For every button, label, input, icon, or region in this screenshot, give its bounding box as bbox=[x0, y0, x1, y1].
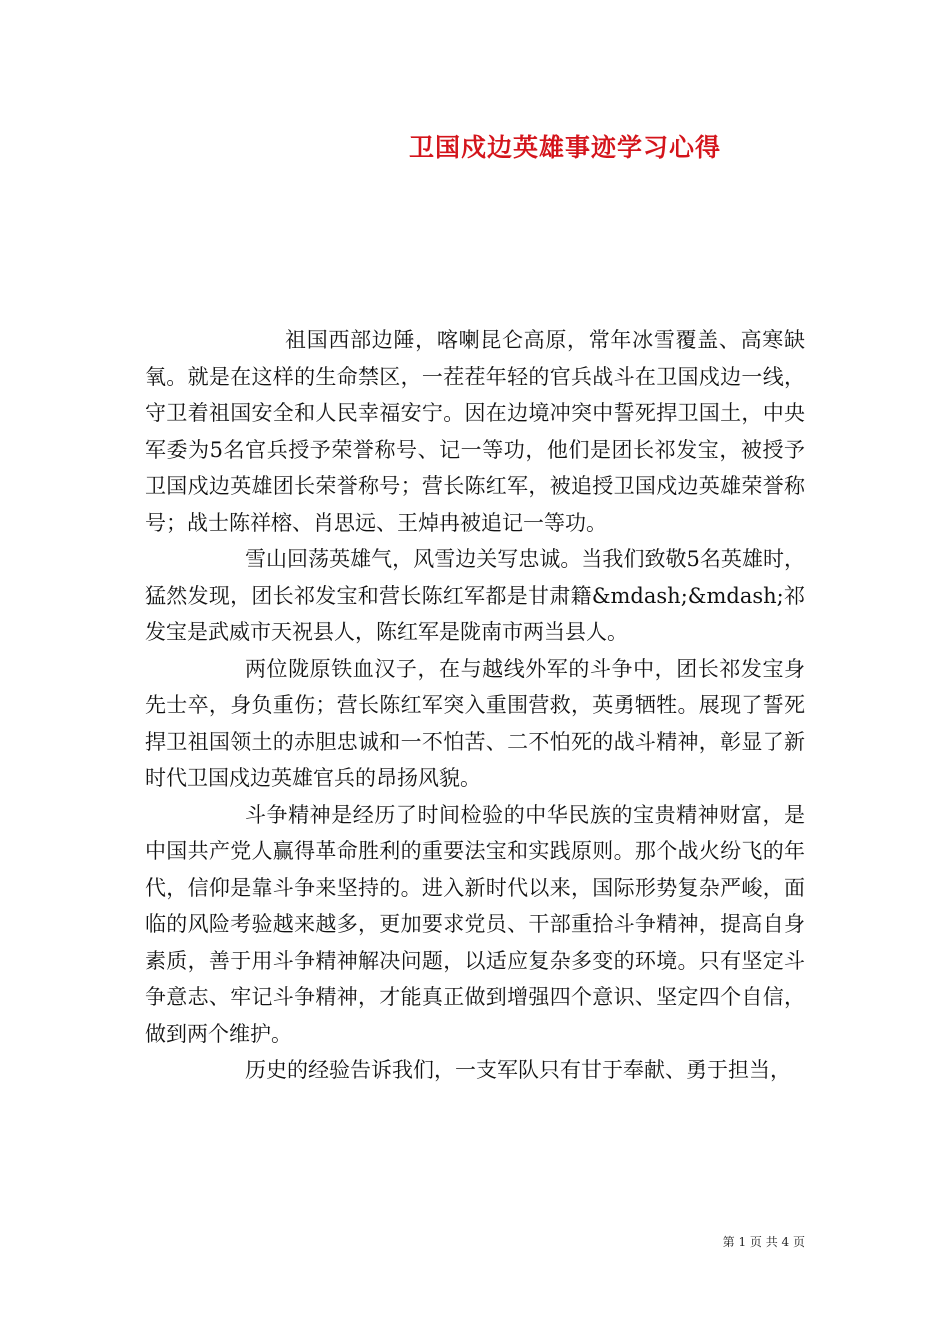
paragraph-5: 历史的经验告诉我们，一支军队只有甘于奉献、勇于担当， bbox=[245, 1058, 791, 1082]
paragraph-1: 祖国西部边陲，喀喇昆仑高原，常年冰雪覆盖、高寒缺氧。就是在这样的生命禁区，一茬茬年轻的官兵战斗在卫国戍边一线，守卫着祖国安全和人民幸福安宁。因在边境冲突中誓死捍卫国土，中央军委为5名官兵授予荣誉称号、记一等功，他们是团长祁发宝，被授予卫国戍边英雄团长荣誉称号；营长陈红军，被追授卫国戍边英雄荣誉称号；战士陈祥榕、肖思远、王焯冉被追记一等功。 bbox=[145, 328, 805, 535]
page-number-footer: 第 1 页 共 4 页 bbox=[722, 1235, 805, 1249]
paragraph-4: 斗争精神是经历了时间检验的中华民族的宝贵精神财富，是中国共产党人赢得革命胜利的重要法宝和实践原则。那个战火纷飞的年代，信仰是靠斗争来坚持的。进入新时代以来，国际形势复杂严峻，面临的风险考验越来越多，更加要求党员、干部重拾斗争精神，提高自身素质，善于用斗争精神解决问题，以适应复杂多变的环境。只有坚定斗争意志、牢记斗争精神，才能真正做到增强四个意识、坚定四个自信，做到两个维护。 bbox=[145, 802, 805, 1046]
paragraph-2: 雪山回荡英雄气，风雪边关写忠诚。当我们致敬5名英雄时，猛然发现，团长祁发宝和营长陈红军都是甘肃籍&mdash;&mdash;祁发宝是武威市天祝县人，陈红军是陇南市两当县人。 bbox=[145, 547, 805, 644]
document-title: 卫国戍边英雄事迹学习心得 bbox=[408, 133, 721, 162]
paragraph-3: 两位陇原铁血汉子，在与越线外军的斗争中，团长祁发宝身先士卒，身负重伤；营长陈红军突入重围营救，英勇牺牲。展现了誓死捍卫祖国领土的赤胆忠诚和一不怕苦、二不怕死的战斗精神，彰显了新时代卫国戍边英雄官兵的昂扬风貌。 bbox=[145, 656, 805, 790]
document-body bbox=[145, 322, 805, 1089]
